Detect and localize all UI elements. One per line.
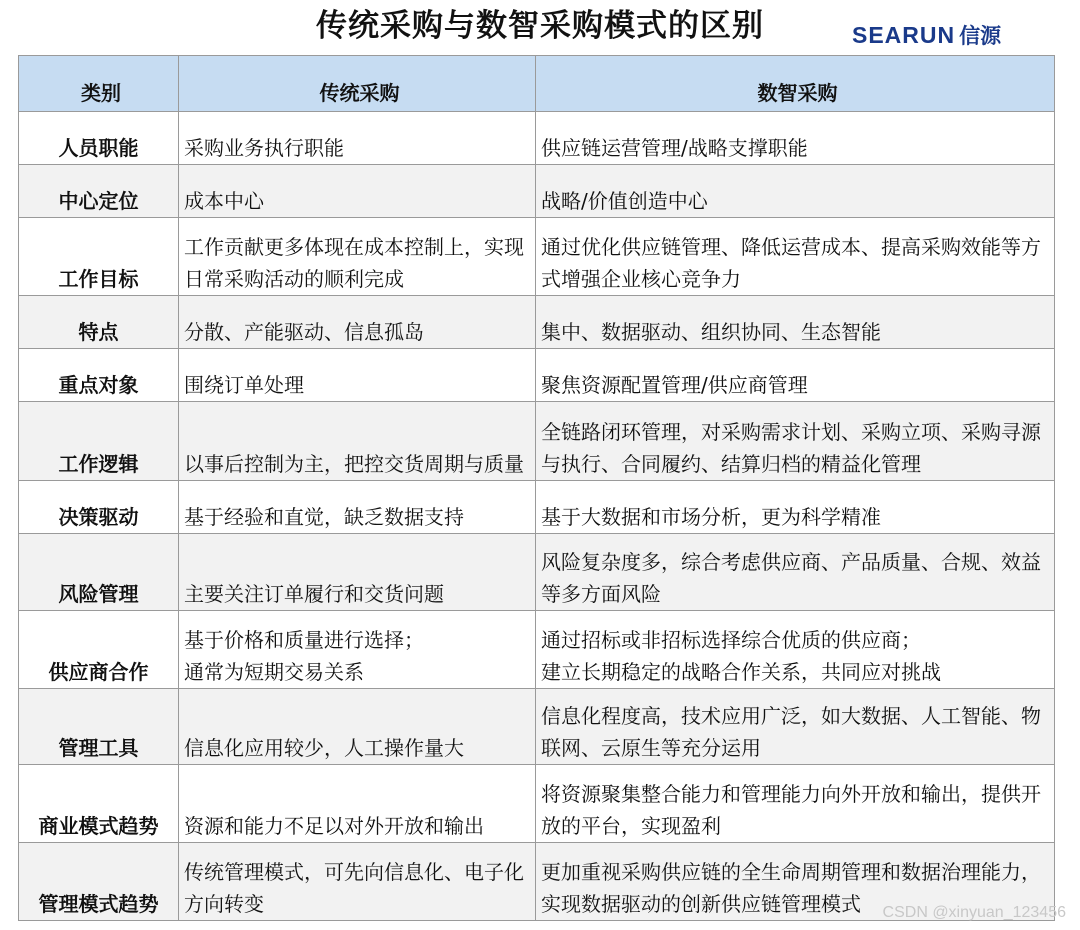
table-row — [19, 218, 1055, 296]
row-category: 商业模式趋势 — [19, 765, 179, 843]
table-row — [19, 611, 1055, 689]
row-traditional: 成本中心 — [179, 165, 536, 218]
table-row — [19, 296, 1055, 349]
table-row — [19, 689, 1055, 765]
row-digital: 全链路闭环管理，对采购需求计划、采购立项、采购寻源与执行、合同履约、结算归档的精益化管理 — [536, 402, 1055, 481]
row-traditional: 围绕订单处理 — [179, 349, 536, 402]
row-digital: 将资源聚集整合能力和管理能力向外开放和输出，提供开放的平台，实现盈利 — [536, 765, 1055, 843]
row-digital: 供应链运营管理/战略支撑职能 — [536, 112, 1055, 165]
row-category: 工作逻辑 — [19, 402, 179, 481]
row-traditional: 传统管理模式，可先向信息化、电子化方向转变 — [179, 843, 536, 921]
row-category: 管理工具 — [19, 689, 179, 765]
row-category: 特点 — [19, 296, 179, 349]
row-category: 风险管理 — [19, 534, 179, 611]
table-row — [19, 765, 1055, 843]
row-digital: 风险复杂度多，综合考虑供应商、产品质量、合规、效益等多方面风险 — [536, 534, 1055, 611]
row-digital: 通过优化供应链管理、降低运营成本、提高采购效能等方式增强企业核心竞争力 — [536, 218, 1055, 296]
table-row — [19, 402, 1055, 481]
row-digital: 基于大数据和市场分析，更为科学精准 — [536, 481, 1055, 534]
row-traditional: 基于价格和质量进行选择； 通常为短期交易关系 — [179, 611, 536, 689]
header-digital: 数智采购 — [536, 56, 1055, 112]
row-digital: 战略/价值创造中心 — [536, 165, 1055, 218]
row-category: 管理模式趋势 — [19, 843, 179, 921]
row-category: 决策驱动 — [19, 481, 179, 534]
row-category: 供应商合作 — [19, 611, 179, 689]
row-category: 中心定位 — [19, 165, 179, 218]
row-traditional: 基于经验和直觉，缺乏数据支持 — [179, 481, 536, 534]
table-row — [19, 534, 1055, 611]
header-traditional: 传统采购 — [179, 56, 536, 112]
row-digital: 信息化程度高，技术应用广泛，如大数据、人工智能、物联网、云原生等充分运用 — [536, 689, 1055, 765]
row-category: 重点对象 — [19, 349, 179, 402]
row-traditional: 以事后控制为主，把控交货周期与质量 — [179, 402, 536, 481]
row-category: 人员职能 — [19, 112, 179, 165]
row-traditional: 工作贡献更多体现在成本控制上，实现日常采购活动的顺利完成 — [179, 218, 536, 296]
row-traditional: 主要关注订单履行和交货问题 — [179, 534, 536, 611]
row-digital: 更加重视采购供应链的全生命周期管理和数据治理能力，实现数据驱动的创新供应链管理模式 — [536, 843, 1055, 921]
header-category: 类别 — [19, 56, 179, 112]
table-row — [19, 112, 1055, 165]
row-digital: 通过招标或非招标选择综合优质的供应商； 建立长期稳定的战略合作关系，共同应对挑战 — [536, 611, 1055, 689]
row-traditional: 信息化应用较少，人工操作量大 — [179, 689, 536, 765]
csdn-watermark: CSDN @xinyuan_123456 — [882, 904, 1066, 921]
table-row — [19, 165, 1055, 218]
row-category: 工作目标 — [19, 218, 179, 296]
logo-text-en: SEARUN — [852, 21, 956, 48]
row-traditional: 采购业务执行职能 — [179, 112, 536, 165]
row-traditional: 分散、产能驱动、信息孤岛 — [179, 296, 536, 349]
table-header-row — [19, 56, 1055, 112]
row-digital: 聚焦资源配置管理/供应商管理 — [536, 349, 1055, 402]
table-row — [19, 349, 1055, 402]
row-digital: 集中、数据驱动、组织协同、生态智能 — [536, 296, 1055, 349]
row-traditional: 资源和能力不足以对外开放和输出 — [179, 765, 536, 843]
comparison-table — [18, 55, 1055, 921]
page-title: 传统采购与数智采购模式的区别 — [316, 8, 764, 44]
logo-text-cn: 信源 — [959, 24, 1002, 48]
searun-logo — [852, 20, 1001, 50]
table-row — [19, 481, 1055, 534]
